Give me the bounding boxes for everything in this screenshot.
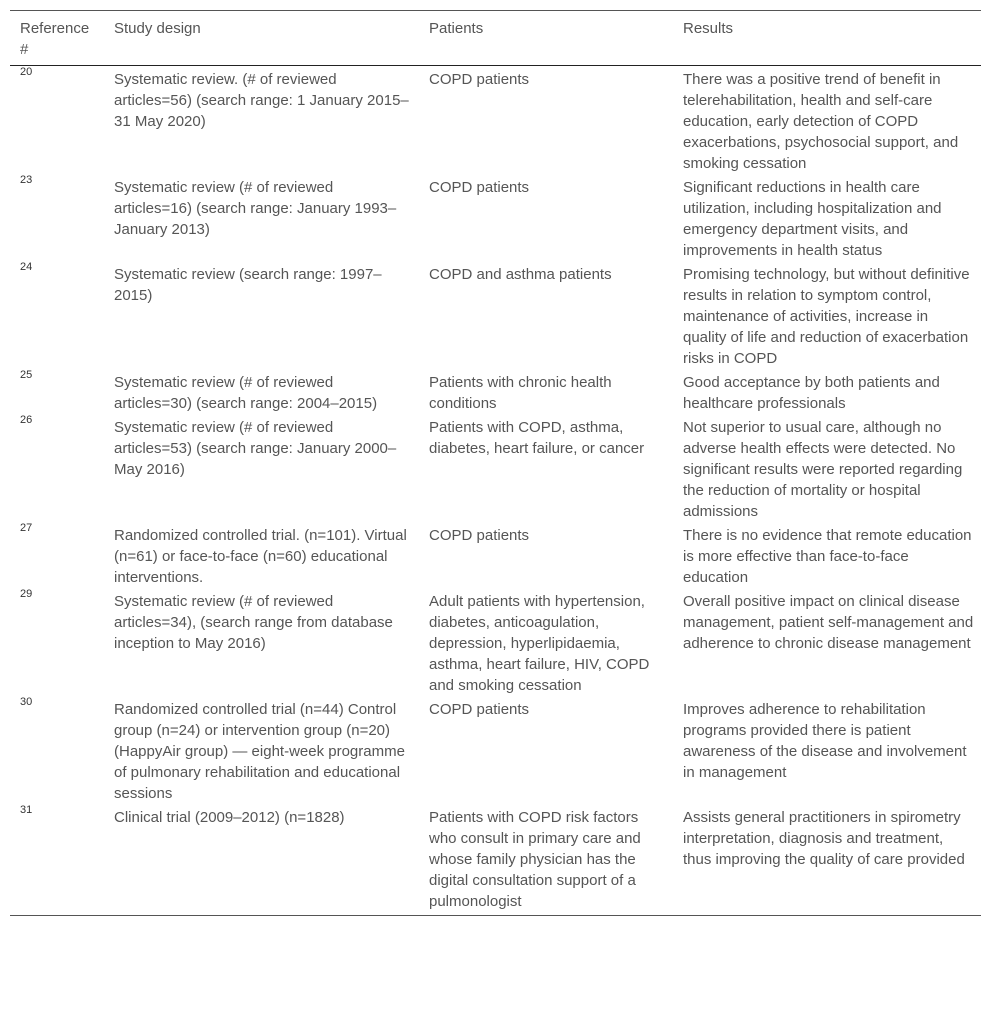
results-cell: Promising technology, but without definitive results in relation to symptom control, maintenance of activities, increase in quality of life and reduction of exacerbation risks in COPD	[683, 266, 970, 367]
results-cell: There is no evidence that remote education is more effective than face-to-face education	[683, 527, 972, 586]
table-row	[10, 804, 981, 916]
table-row	[10, 696, 981, 804]
study-design-cell: Systematic review. (# of reviewed articles=56) (search range: 1 January 2015–31 May 2020)	[114, 71, 409, 130]
reference-cell: 23	[20, 174, 33, 186]
reference-cell: 31	[20, 804, 33, 816]
patients-cell: COPD patients	[429, 179, 530, 196]
study-design-cell: Randomized controlled trial. (n=101). Virtual (n=61) or face-to-face (n=60) educational interventions.	[114, 527, 407, 586]
patients-cell: COPD patients	[429, 527, 530, 544]
patients-cell: Patients with COPD, asthma, diabetes, heart failure, or cancer	[429, 419, 645, 457]
reference-cell: 25	[20, 369, 33, 381]
study-design-cell: Systematic review (# of reviewed articles=34), (search range from database inception to May 2016)	[114, 593, 393, 652]
table-body	[10, 66, 981, 916]
results-cell: Good acceptance by both patients and healthcare professionals	[683, 374, 940, 412]
reference-cell: 29	[20, 588, 33, 600]
table-header-row	[10, 11, 981, 66]
results-cell: Improves adherence to rehabilitation programs provided there is patient awareness of the disease and involvement in management	[683, 701, 967, 781]
study-design-cell: Clinical trial (2009–2012) (n=1828)	[114, 809, 345, 826]
patients-cell: COPD and asthma patients	[429, 266, 612, 283]
study-design-cell: Systematic review (search range: 1997–2015)	[114, 266, 382, 304]
reference-cell: 20	[20, 66, 33, 78]
table-row	[10, 588, 981, 696]
patients-cell: Adult patients with hypertension, diabetes, anticoagulation, depression, hyperlipidaemia, asthma, heart failure, HIV, COPD and smoking cessation	[429, 593, 650, 694]
header-results: Results	[683, 20, 734, 37]
reference-cell: 27	[20, 522, 33, 534]
studies-table	[10, 10, 981, 916]
reference-cell: 26	[20, 414, 33, 426]
study-design-cell: Systematic review (# of reviewed articles=16) (search range: January 1993–January 2013)	[114, 179, 397, 238]
study-design-cell: Systematic review (# of reviewed articles=30) (search range: 2004–2015)	[114, 374, 378, 412]
results-cell: Not superior to usual care, although no adverse health effects were detected. No significant results were reported regarding the reduction of mortality or hospital admissions	[683, 419, 963, 520]
table-row	[10, 414, 981, 522]
reference-cell: 30	[20, 696, 33, 708]
table-row	[10, 369, 981, 414]
table-row	[10, 261, 981, 369]
header-reference: Reference #	[20, 20, 90, 58]
table-row	[10, 174, 981, 261]
results-cell: Overall positive impact on clinical disease management, patient self-management and adherence to chronic disease management	[683, 593, 974, 652]
patients-cell: Patients with COPD risk factors who consult in primary care and whose family physician has the digital consultation support of a pulmonologist	[429, 809, 641, 910]
table-row	[10, 522, 981, 588]
table-row	[10, 66, 981, 175]
results-cell: Assists general practitioners in spirometry interpretation, diagnosis and treatment, thus improving the quality of care provided	[683, 809, 965, 868]
study-design-cell: Randomized controlled trial (n=44) Control group (n=24) or intervention group (n=20) (HappyAir group) — eight-week programme of pulmonary rehabilitation and educational sessions	[114, 701, 405, 802]
reference-cell: 24	[20, 261, 33, 273]
results-cell: Significant reductions in health care utilization, including hospitalization and emergency department visits, and improvements in health status	[683, 179, 942, 259]
results-cell: There was a positive trend of benefit in telerehabilitation, health and self-care education, early detection of COPD exacerbations, psychosocial support, and smoking cessation	[683, 71, 959, 172]
header-study-design: Study design	[114, 20, 201, 37]
patients-cell: Patients with chronic health conditions	[429, 374, 612, 412]
header-patients: Patients	[429, 20, 484, 37]
patients-cell: COPD patients	[429, 71, 530, 88]
patients-cell: COPD patients	[429, 701, 530, 718]
study-design-cell: Systematic review (# of reviewed articles=53) (search range: January 2000–May 2016)	[114, 419, 397, 478]
